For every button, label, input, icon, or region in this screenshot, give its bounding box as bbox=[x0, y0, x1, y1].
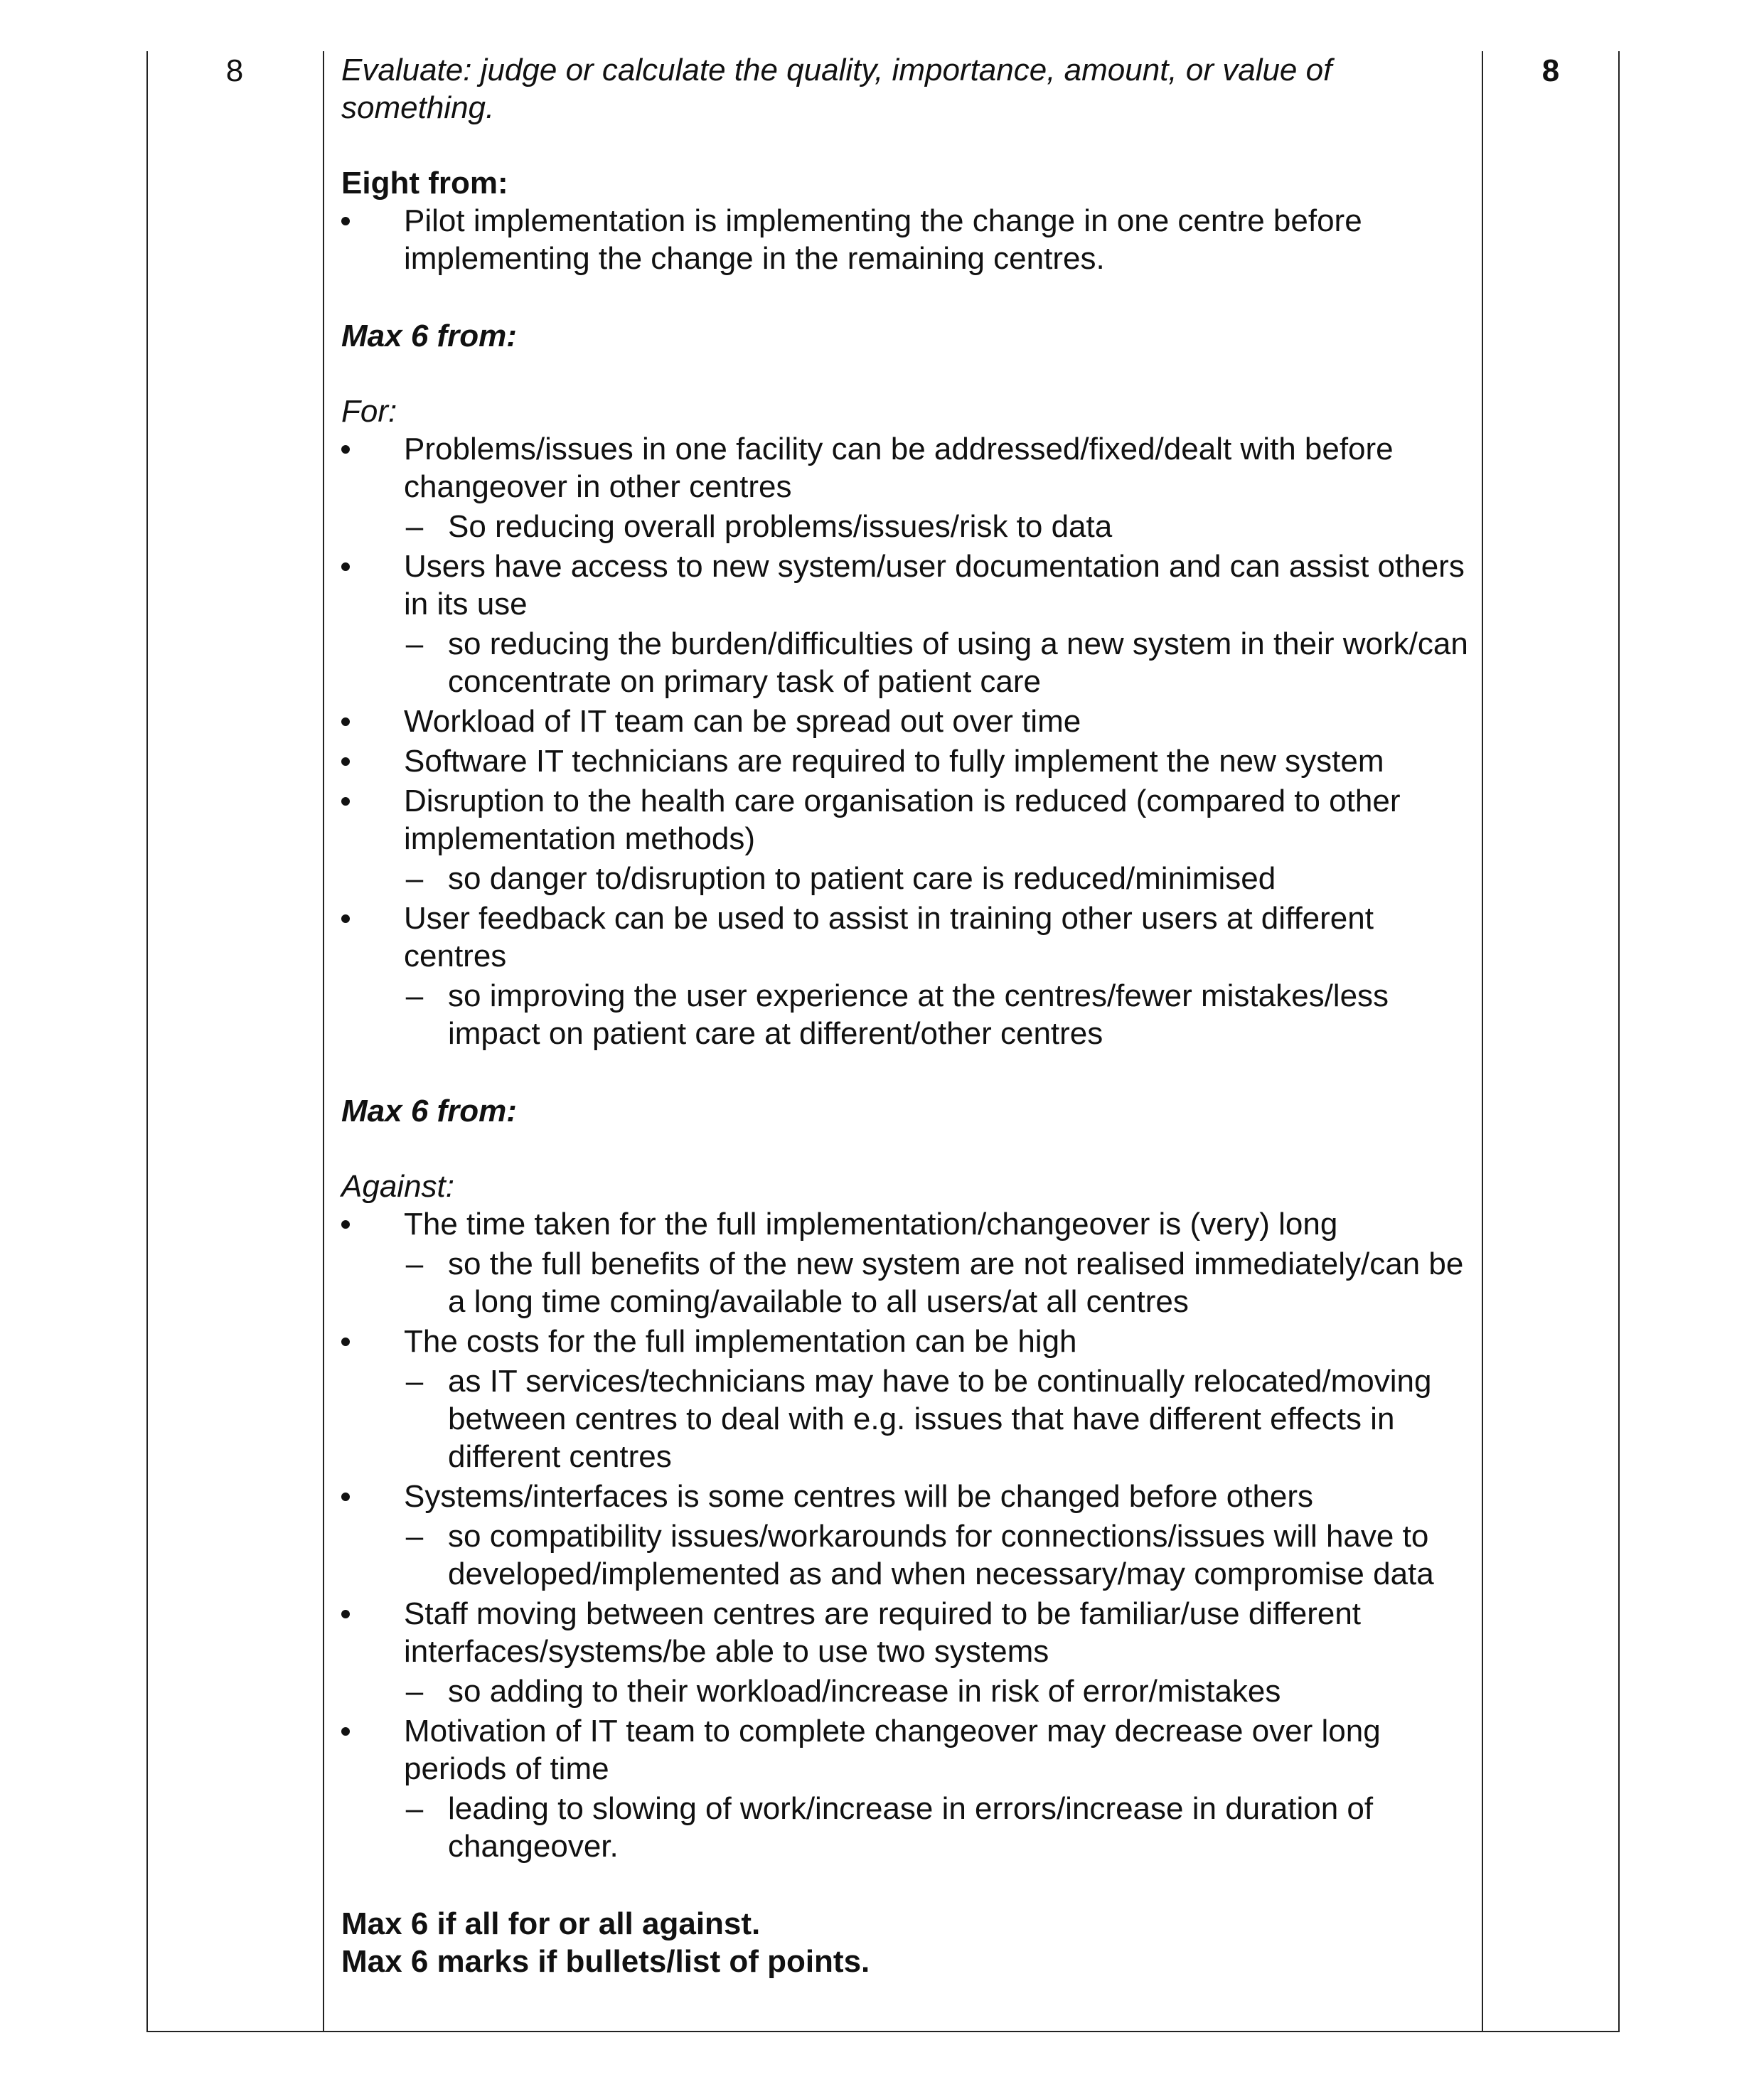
against-sub-list bbox=[404, 1245, 1472, 1320]
against-item bbox=[341, 1323, 1472, 1475]
for-item bbox=[341, 430, 1472, 545]
marks-value: 8 bbox=[1541, 53, 1560, 88]
bullet-icon bbox=[341, 914, 350, 923]
table-border-right bbox=[1618, 51, 1620, 2032]
dash-icon: – bbox=[405, 1674, 424, 1709]
dash-icon: – bbox=[405, 1519, 424, 1554]
for-item-text: Software IT technicians are required to fully implement the new system bbox=[404, 744, 1384, 779]
against-item bbox=[341, 1595, 1472, 1710]
dash-icon: – bbox=[405, 626, 424, 661]
against-max-heading: Max 6 from: bbox=[341, 1094, 517, 1128]
for-sub-item-text: so improving the user experience at the centres/fewer mistakes/less impact on patient care at different/other centres bbox=[448, 978, 1389, 1051]
bullet-icon bbox=[341, 717, 350, 726]
table-border-answer-column bbox=[1482, 51, 1483, 2032]
for-sub-item bbox=[404, 860, 1472, 897]
for-sub-item bbox=[404, 508, 1472, 545]
for-label: For: bbox=[341, 394, 397, 429]
against-item-text: Staff moving between centres are required to be familiar/use different interfaces/systems/be able to use two systems bbox=[404, 1596, 1362, 1669]
eight-from-item-text: Pilot implementation is implementing the change in one centre before implementing the change in the remaining centres. bbox=[404, 203, 1362, 276]
for-list bbox=[341, 430, 1472, 1052]
dash-icon: – bbox=[405, 1246, 424, 1281]
for-item bbox=[341, 782, 1472, 897]
against-item-text: Systems/interfaces is some centres will be changed before others bbox=[404, 1479, 1314, 1514]
against-sub-item bbox=[404, 1790, 1472, 1865]
bullet-icon bbox=[341, 797, 350, 806]
against-sub-list bbox=[404, 1790, 1472, 1865]
table-border-question-column bbox=[323, 51, 324, 2032]
bullet-icon bbox=[341, 1493, 350, 1501]
for-item-text: Disruption to the health care organisation is reduced (compared to other implementation methods) bbox=[404, 784, 1401, 856]
for-item bbox=[341, 548, 1472, 700]
against-sub-item bbox=[404, 1672, 1472, 1710]
eight-from-list bbox=[341, 202, 1472, 277]
dash-icon: – bbox=[405, 509, 424, 544]
question-number: 8 bbox=[225, 53, 244, 88]
eight-from-item bbox=[341, 202, 1472, 277]
bullet-icon bbox=[341, 217, 350, 225]
for-item-text: Workload of IT team can be spread out over time bbox=[404, 704, 1081, 739]
footer-note-2: Max 6 marks if bullets/list of points. bbox=[341, 1944, 870, 1979]
against-sub-item bbox=[404, 1245, 1472, 1320]
footer-note-1: Max 6 if all for or all against. bbox=[341, 1906, 761, 1941]
bullet-icon bbox=[341, 562, 350, 571]
for-item bbox=[341, 899, 1472, 1052]
dash-icon: – bbox=[405, 1364, 424, 1399]
for-item-text: Users have access to new system/user documentation and can assist others in its use bbox=[404, 549, 1465, 621]
for-sub-list bbox=[404, 625, 1472, 700]
against-sub-item bbox=[404, 1517, 1472, 1593]
against-sub-item-text: so compatibility issues/workarounds for connections/issues will have to developed/implemented as and when necessary/may compromise data bbox=[448, 1519, 1434, 1591]
against-item-text: The time taken for the full implementation/changeover is (very) long bbox=[404, 1207, 1338, 1242]
against-item bbox=[341, 1478, 1472, 1593]
command-word-definition: Evaluate: judge or calculate the quality, importance, amount, or value of something. bbox=[341, 53, 1332, 125]
for-item bbox=[341, 703, 1472, 740]
against-sub-list bbox=[404, 1362, 1472, 1475]
against-item bbox=[341, 1205, 1472, 1320]
against-item-text: The costs for the full implementation can be high bbox=[404, 1324, 1077, 1359]
against-label: Against: bbox=[341, 1169, 454, 1204]
bullet-icon bbox=[341, 445, 350, 454]
dash-icon: – bbox=[405, 861, 424, 896]
for-sub-list bbox=[404, 977, 1472, 1052]
bullet-icon bbox=[341, 757, 350, 766]
for-item-text: User feedback can be used to assist in training other users at different centres bbox=[404, 901, 1374, 973]
bullet-icon bbox=[341, 1338, 350, 1346]
against-sub-item-text: so adding to their workload/increase in risk of error/mistakes bbox=[448, 1674, 1281, 1709]
for-max-heading: Max 6 from: bbox=[341, 319, 517, 353]
bullet-icon bbox=[341, 1220, 350, 1229]
for-item bbox=[341, 742, 1472, 780]
against-sub-item bbox=[404, 1362, 1472, 1475]
table-border-left bbox=[146, 51, 148, 2032]
against-sub-list bbox=[404, 1517, 1472, 1593]
answer-content bbox=[341, 51, 1472, 1980]
for-sub-item bbox=[404, 625, 1472, 700]
eight-from-heading: Eight from: bbox=[341, 166, 508, 201]
for-sub-list bbox=[404, 508, 1472, 545]
against-sub-item-text: leading to slowing of work/increase in errors/increase in duration of changeover. bbox=[448, 1791, 1374, 1864]
against-list bbox=[341, 1205, 1472, 1865]
for-sub-item-text: so reducing the burden/difficulties of using a new system in their work/can concentrate on primary task of patient care bbox=[448, 626, 1468, 699]
bullet-icon bbox=[341, 1610, 350, 1618]
against-sub-list bbox=[404, 1672, 1472, 1710]
against-sub-item-text: so the full benefits of the new system are not realised immediately/can be a long time coming/available to all users/at all centres bbox=[448, 1246, 1464, 1319]
against-item bbox=[341, 1712, 1472, 1865]
against-sub-item-text: as IT services/technicians may have to be continually relocated/moving between centres to deal with e.g. issues that have different effects in different centres bbox=[448, 1364, 1432, 1474]
dash-icon: – bbox=[405, 1791, 424, 1826]
table-border-bottom bbox=[146, 2031, 1620, 2032]
for-sub-item bbox=[404, 977, 1472, 1052]
for-sub-item-text: So reducing overall problems/issues/risk to data bbox=[448, 509, 1113, 544]
dash-icon: – bbox=[405, 978, 424, 1013]
for-item-text: Problems/issues in one facility can be addressed/fixed/dealt with before changeover in other centres bbox=[404, 432, 1394, 504]
bullet-icon bbox=[341, 1727, 350, 1736]
for-sub-list bbox=[404, 860, 1472, 897]
for-sub-item-text: so danger to/disruption to patient care is reduced/minimised bbox=[448, 861, 1276, 896]
against-item-text: Motivation of IT team to complete changeover may decrease over long periods of time bbox=[404, 1714, 1381, 1786]
